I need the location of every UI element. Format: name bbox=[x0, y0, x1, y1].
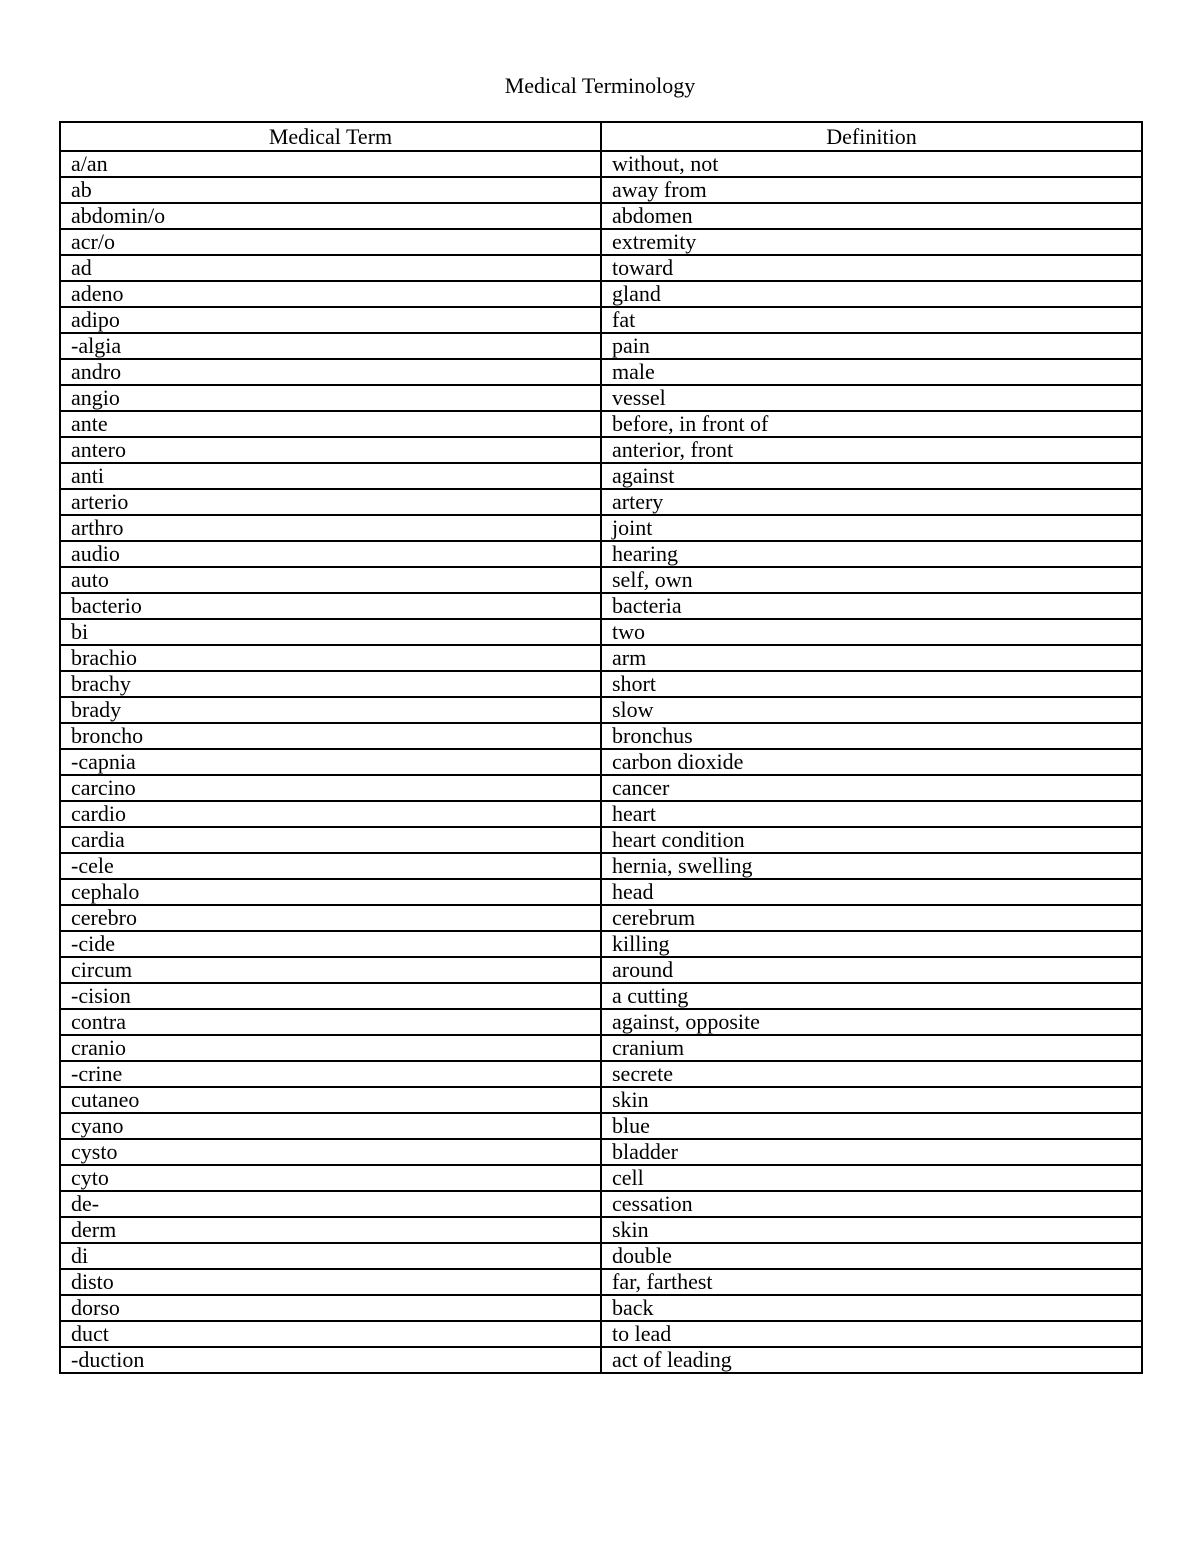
table-row bbox=[60, 1191, 1142, 1217]
term-cell: adipo bbox=[60, 307, 601, 333]
term-cell: brachio bbox=[60, 645, 601, 671]
definition-cell: abdomen bbox=[601, 203, 1142, 229]
definition-cell: bacteria bbox=[601, 593, 1142, 619]
term-cell: carcino bbox=[60, 775, 601, 801]
definition-cell: hernia, swelling bbox=[601, 853, 1142, 879]
term-cell: cardia bbox=[60, 827, 601, 853]
term-cell: audio bbox=[60, 541, 601, 567]
definition-cell: skin bbox=[601, 1217, 1142, 1243]
table-row bbox=[60, 177, 1142, 203]
term-cell: -duction bbox=[60, 1347, 601, 1373]
definition-cell: to lead bbox=[601, 1321, 1142, 1347]
definition-cell: carbon dioxide bbox=[601, 749, 1142, 775]
definition-cell: cell bbox=[601, 1165, 1142, 1191]
definition-cell: male bbox=[601, 359, 1142, 385]
definition-cell: cranium bbox=[601, 1035, 1142, 1061]
definition-cell: act of leading bbox=[601, 1347, 1142, 1373]
definition-cell: blue bbox=[601, 1113, 1142, 1139]
table-row bbox=[60, 957, 1142, 983]
table-row bbox=[60, 1139, 1142, 1165]
term-cell: antero bbox=[60, 437, 601, 463]
term-cell: arterio bbox=[60, 489, 601, 515]
term-cell: anti bbox=[60, 463, 601, 489]
term-cell: -crine bbox=[60, 1061, 601, 1087]
term-cell: cardio bbox=[60, 801, 601, 827]
term-cell: adeno bbox=[60, 281, 601, 307]
term-cell: ante bbox=[60, 411, 601, 437]
term-cell: -cide bbox=[60, 931, 601, 957]
table-row bbox=[60, 489, 1142, 515]
table-row bbox=[60, 905, 1142, 931]
table-row bbox=[60, 281, 1142, 307]
term-cell: di bbox=[60, 1243, 601, 1269]
table-row bbox=[60, 1087, 1142, 1113]
definition-cell: extremity bbox=[601, 229, 1142, 255]
table-row bbox=[60, 697, 1142, 723]
term-cell: cyano bbox=[60, 1113, 601, 1139]
definition-cell: skin bbox=[601, 1087, 1142, 1113]
definition-cell: anterior, front bbox=[601, 437, 1142, 463]
table-row bbox=[60, 1269, 1142, 1295]
table-row bbox=[60, 619, 1142, 645]
table-row bbox=[60, 749, 1142, 775]
table-row bbox=[60, 801, 1142, 827]
term-cell: -algia bbox=[60, 333, 601, 359]
term-cell: acr/o bbox=[60, 229, 601, 255]
column-header-term: Medical Term bbox=[60, 122, 601, 151]
definition-cell: far, farthest bbox=[601, 1269, 1142, 1295]
definition-cell: a cutting bbox=[601, 983, 1142, 1009]
definition-cell: double bbox=[601, 1243, 1142, 1269]
definition-cell: two bbox=[601, 619, 1142, 645]
term-cell: cutaneo bbox=[60, 1087, 601, 1113]
table-row bbox=[60, 385, 1142, 411]
term-cell: bacterio bbox=[60, 593, 601, 619]
term-cell: brady bbox=[60, 697, 601, 723]
definition-cell: short bbox=[601, 671, 1142, 697]
table-row bbox=[60, 1217, 1142, 1243]
table-row bbox=[60, 515, 1142, 541]
definition-cell: secrete bbox=[601, 1061, 1142, 1087]
table-row bbox=[60, 463, 1142, 489]
term-cell: -cision bbox=[60, 983, 601, 1009]
term-cell: contra bbox=[60, 1009, 601, 1035]
term-cell: ab bbox=[60, 177, 601, 203]
table-row bbox=[60, 1243, 1142, 1269]
table-row bbox=[60, 1347, 1142, 1373]
table-row bbox=[60, 1061, 1142, 1087]
term-cell: cyto bbox=[60, 1165, 601, 1191]
term-cell: andro bbox=[60, 359, 601, 385]
definition-cell: heart bbox=[601, 801, 1142, 827]
definition-cell: pain bbox=[601, 333, 1142, 359]
table-row bbox=[60, 671, 1142, 697]
term-cell: cephalo bbox=[60, 879, 601, 905]
table-row bbox=[60, 255, 1142, 281]
definition-cell: bronchus bbox=[601, 723, 1142, 749]
definition-cell: arm bbox=[601, 645, 1142, 671]
definition-cell: killing bbox=[601, 931, 1142, 957]
definition-cell: away from bbox=[601, 177, 1142, 203]
column-header-definition: Definition bbox=[601, 122, 1142, 151]
terminology-table bbox=[59, 121, 1143, 1374]
table-row bbox=[60, 1321, 1142, 1347]
term-cell: cerebro bbox=[60, 905, 601, 931]
table-row bbox=[60, 853, 1142, 879]
definition-cell: around bbox=[601, 957, 1142, 983]
definition-cell: head bbox=[601, 879, 1142, 905]
definition-cell: artery bbox=[601, 489, 1142, 515]
table-row bbox=[60, 931, 1142, 957]
table-row bbox=[60, 1295, 1142, 1321]
definition-cell: gland bbox=[601, 281, 1142, 307]
term-cell: a/an bbox=[60, 151, 601, 177]
term-cell: circum bbox=[60, 957, 601, 983]
term-cell: bi bbox=[60, 619, 601, 645]
definition-cell: hearing bbox=[601, 541, 1142, 567]
term-cell: arthro bbox=[60, 515, 601, 541]
term-cell: disto bbox=[60, 1269, 601, 1295]
term-cell: auto bbox=[60, 567, 601, 593]
table-row bbox=[60, 645, 1142, 671]
term-cell: ad bbox=[60, 255, 601, 281]
table-row bbox=[60, 879, 1142, 905]
definition-cell: toward bbox=[601, 255, 1142, 281]
table-row bbox=[60, 229, 1142, 255]
definition-cell: slow bbox=[601, 697, 1142, 723]
table-header-row bbox=[60, 122, 1142, 151]
term-cell: -capnia bbox=[60, 749, 601, 775]
table-row bbox=[60, 333, 1142, 359]
table-row bbox=[60, 1113, 1142, 1139]
table-row bbox=[60, 723, 1142, 749]
table-row bbox=[60, 1165, 1142, 1191]
definition-cell: heart condition bbox=[601, 827, 1142, 853]
definition-cell: vessel bbox=[601, 385, 1142, 411]
table-row bbox=[60, 307, 1142, 333]
definition-cell: against bbox=[601, 463, 1142, 489]
definition-cell: cancer bbox=[601, 775, 1142, 801]
table-row bbox=[60, 983, 1142, 1009]
term-cell: broncho bbox=[60, 723, 601, 749]
table-row bbox=[60, 151, 1142, 177]
definition-cell: back bbox=[601, 1295, 1142, 1321]
term-cell: cranio bbox=[60, 1035, 601, 1061]
page-title: Medical Terminology bbox=[504, 73, 696, 98]
term-cell: duct bbox=[60, 1321, 601, 1347]
term-cell: de- bbox=[60, 1191, 601, 1217]
definition-cell: self, own bbox=[601, 567, 1142, 593]
table-row bbox=[60, 827, 1142, 853]
table-row bbox=[60, 203, 1142, 229]
definition-cell: before, in front of bbox=[601, 411, 1142, 437]
term-cell: derm bbox=[60, 1217, 601, 1243]
definition-cell: without, not bbox=[601, 151, 1142, 177]
table-row bbox=[60, 567, 1142, 593]
definition-cell: bladder bbox=[601, 1139, 1142, 1165]
term-cell: abdomin/o bbox=[60, 203, 601, 229]
table-row bbox=[60, 1009, 1142, 1035]
definition-cell: joint bbox=[601, 515, 1142, 541]
term-cell: brachy bbox=[60, 671, 601, 697]
table-row bbox=[60, 541, 1142, 567]
table-row bbox=[60, 359, 1142, 385]
definition-cell: fat bbox=[601, 307, 1142, 333]
term-cell: dorso bbox=[60, 1295, 601, 1321]
definition-cell: cerebrum bbox=[601, 905, 1142, 931]
table-row bbox=[60, 1035, 1142, 1061]
table-row bbox=[60, 593, 1142, 619]
table-row bbox=[60, 437, 1142, 463]
table-row bbox=[60, 411, 1142, 437]
table-body bbox=[60, 151, 1142, 1373]
definition-cell: against, opposite bbox=[601, 1009, 1142, 1035]
term-cell: cysto bbox=[60, 1139, 601, 1165]
term-cell: -cele bbox=[60, 853, 601, 879]
term-cell: angio bbox=[60, 385, 601, 411]
definition-cell: cessation bbox=[601, 1191, 1142, 1217]
table-row bbox=[60, 775, 1142, 801]
